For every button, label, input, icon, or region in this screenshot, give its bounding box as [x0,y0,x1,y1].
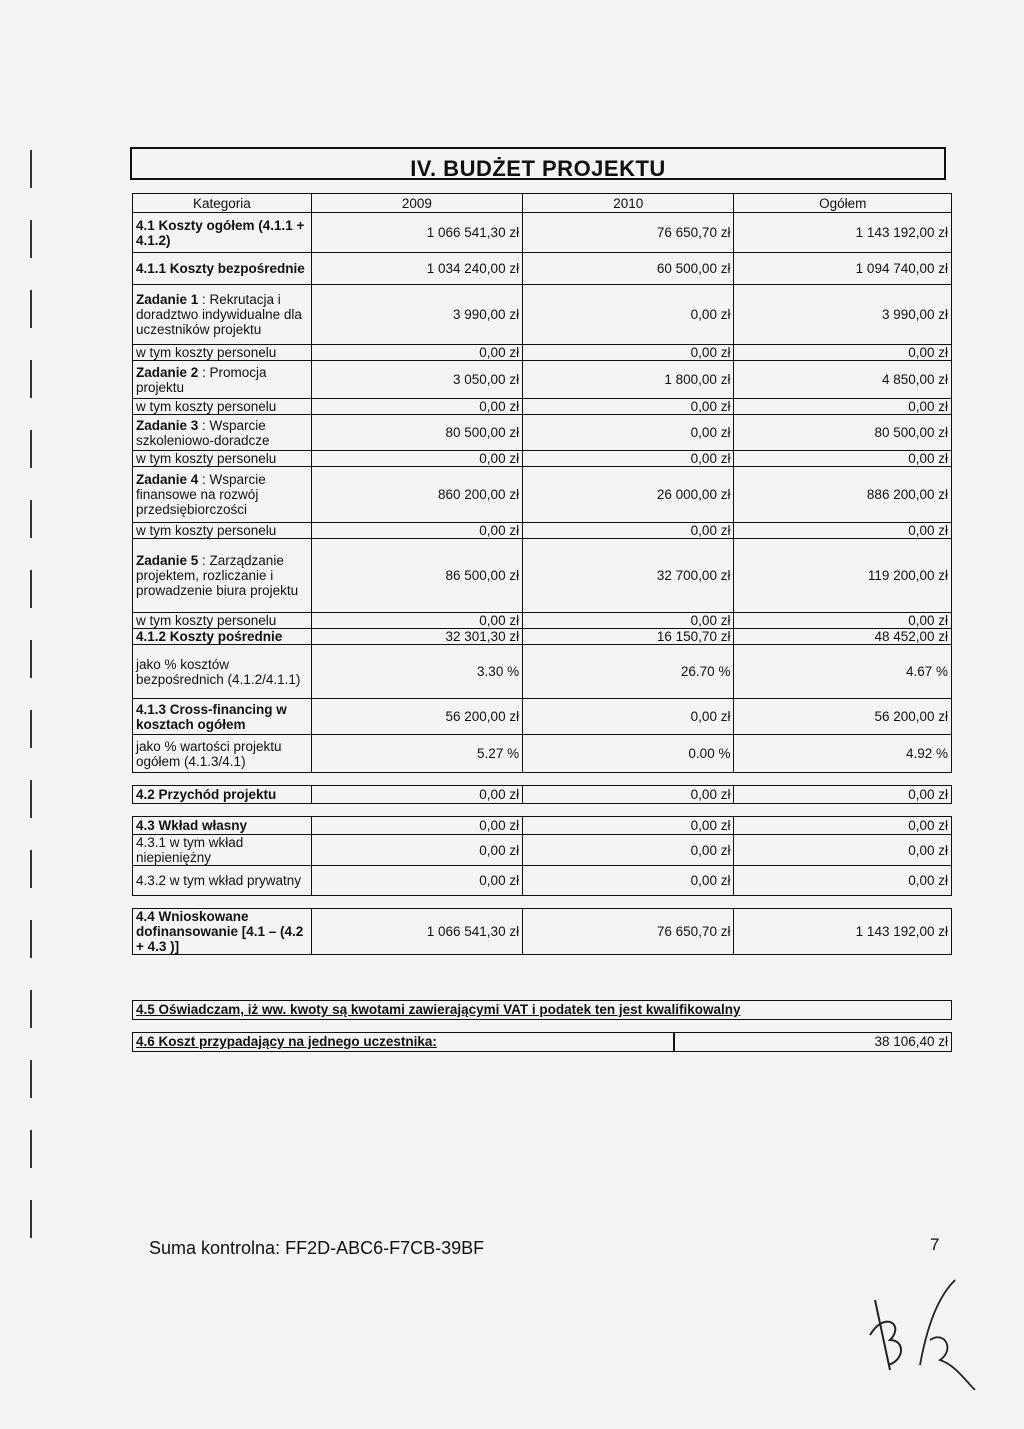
row-label: 4.1.2 Koszty pośrednie [133,629,312,645]
row-label [133,467,312,523]
value-2010: 26.70 % [523,645,734,699]
value-2009: 0,00 zł [311,451,522,467]
value-total: 886 200,00 zł [734,467,952,523]
value-total: 3 990,00 zł [734,285,952,345]
table-row [133,909,952,955]
row-label: 4.1.3 Cross-financing w kosztach ogółem [133,699,312,735]
table-row [133,629,952,645]
value-2010: 76 650,70 zł [523,909,734,955]
table-row [133,361,952,399]
value-2010: 1 800,00 zł [523,361,734,399]
table-row [133,213,952,253]
value-total: 4 850,00 zł [734,361,952,399]
task-name: Zadanie 4 [136,472,199,487]
row-label: 4.3.2 w tym wkład prywatny [133,866,312,896]
row-label: 4.1.1 Koszty bezpośrednie [133,253,312,285]
value-2010: 16 150,70 zł [523,629,734,645]
value-2010: 0,00 zł [523,699,734,735]
table-row [133,699,952,735]
value-total: 0,00 zł [734,613,952,629]
value-2010: 0,00 zł [523,415,734,451]
value-total: 0,00 zł [734,866,952,896]
table-row [133,253,952,285]
value-total: 80 500,00 zł [734,415,952,451]
value-total: 0,00 zł [734,399,952,415]
task-description: : Zarządzanie projektem, rozliczanie i prowadzenie biura projektu [136,553,299,598]
value-2010: 0,00 zł [523,523,734,539]
task-description: : Promocja projektu [136,364,267,395]
row-label: jako % wartości projektu ogółem (4.1.3/4.1) [133,735,312,773]
table-row [133,786,952,804]
value-2010: 0,00 zł [523,285,734,345]
table-row [133,399,952,415]
value-2010: 0,00 zł [523,451,734,467]
row-label: w tym koszty personelu [133,345,312,361]
value-2009: 3 050,00 zł [311,361,522,399]
row-label [133,285,312,345]
header-total: Ogółem [734,194,952,213]
budget-table-body [133,213,952,955]
table-row [133,645,952,699]
value-2010: 0,00 zł [523,817,734,835]
cost-per-participant-value: 38 106,40 zł [874,1034,948,1049]
value-2010: 76 650,70 zł [523,213,734,253]
row-label: 4.2 Przychód projektu [133,786,312,804]
row-label [133,415,312,451]
table-row [133,523,952,539]
value-2009: 3 990,00 zł [311,285,522,345]
table-row [133,817,952,835]
page-number: 7 [930,1235,940,1254]
value-total: 0,00 zł [734,345,952,361]
value-2009: 5.27 % [311,735,522,773]
table-row [133,415,952,451]
value-total: 119 200,00 zł [734,539,952,613]
cost-per-participant [132,1032,952,1052]
table-row [133,866,952,896]
binding-marks [30,150,36,1350]
value-total: 1 094 740,00 zł [734,253,952,285]
value-2010: 0,00 zł [523,613,734,629]
row-label: w tym koszty personelu [133,399,312,415]
table-row [133,539,952,613]
table-row [133,467,952,523]
task-description: : Wsparcie finansowe na rozwój przedsiębiorczości [136,472,266,517]
cost-per-participant-label: 4.6 Koszt przypadający na jednego uczestnika: [136,1034,437,1049]
value-total: 48 452,00 zł [734,629,952,645]
header-2009: 2009 [311,194,522,213]
table-header-row [133,194,952,213]
value-2010: 60 500,00 zł [523,253,734,285]
value-2010: 0,00 zł [523,866,734,896]
value-2009: 1 066 541,30 zł [311,909,522,955]
row-label: 4.4 Wnioskowane dofinansowanie [4.1 – (4.2 + 4.3 )] [133,909,312,955]
row-label: w tym koszty personelu [133,451,312,467]
table-row [133,835,952,866]
section-title: IV. BUDŻET PROJEKTU [130,147,946,180]
value-2009: 32 301,30 zł [311,629,522,645]
task-description: : Rekrutacja i doradztwo indywidualne dla uczestników projektu [136,292,302,337]
separator-row [133,896,952,909]
value-2009: 0,00 zł [311,523,522,539]
value-2009: 80 500,00 zł [311,415,522,451]
value-total: 0,00 zł [734,786,952,804]
value-2009: 0,00 zł [311,345,522,361]
divider [673,1033,675,1051]
vat-statement: 4.5 Oświadczam, iż ww. kwoty są kwotami zawierającymi VAT i podatek ten jest kwalifikowalny [132,1000,952,1020]
value-2009: 86 500,00 zł [311,539,522,613]
value-2009: 0,00 zł [311,835,522,866]
table-row [133,613,952,629]
checksum: Suma kontrolna: FF2D-ABC6-F7CB-39BF [149,1238,485,1258]
header-2010: 2010 [523,194,734,213]
row-label: 4.1 Koszty ogółem (4.1.1 + 4.1.2) [133,213,312,253]
value-2009: 0,00 zł [311,817,522,835]
value-2010: 32 700,00 zł [523,539,734,613]
value-total: 4.67 % [734,645,952,699]
task-name: Zadanie 1 [136,292,199,307]
row-label: jako % kosztów bezpośrednich (4.1.2/4.1.1) [133,645,312,699]
value-2009: 3.30 % [311,645,522,699]
value-2009: 1 034 240,00 zł [311,253,522,285]
value-2010: 0,00 zł [523,345,734,361]
table-row [133,285,952,345]
value-total: 0,00 zł [734,523,952,539]
value-2010: 0.00 % [523,735,734,773]
row-label: 4.3 Wkład własny [133,817,312,835]
value-2009: 0,00 zł [311,786,522,804]
table-row [133,451,952,467]
table-row [133,345,952,361]
value-2009: 0,00 zł [311,613,522,629]
value-2009: 860 200,00 zł [311,467,522,523]
row-label: 4.3.1 w tym wkład niepieniężny [133,835,312,866]
handwritten-signature [860,1270,980,1390]
value-total: 0,00 zł [734,835,952,866]
value-total: 1 143 192,00 zł [734,909,952,955]
row-label [133,361,312,399]
value-2010: 0,00 zł [523,399,734,415]
value-total: 4.92 % [734,735,952,773]
value-2009: 0,00 zł [311,866,522,896]
value-2010: 0,00 zł [523,786,734,804]
separator-row [133,773,952,786]
row-label: w tym koszty personelu [133,613,312,629]
value-total: 56 200,00 zł [734,699,952,735]
value-total: 1 143 192,00 zł [734,213,952,253]
value-2009: 0,00 zł [311,399,522,415]
row-label: w tym koszty personelu [133,523,312,539]
value-2010: 0,00 zł [523,835,734,866]
task-name: Zadanie 5 [136,553,199,568]
task-name: Zadanie 2 [136,364,199,380]
table-row [133,735,952,773]
value-total: 0,00 zł [734,451,952,467]
header-category: Kategoria [133,194,312,213]
row-label [133,539,312,613]
budget-table [132,193,952,955]
value-2009: 56 200,00 zł [311,699,522,735]
value-total: 0,00 zł [734,817,952,835]
task-description: : Wsparcie szkoleniowo-doradcze [136,417,270,448]
task-name: Zadanie 3 [136,417,199,433]
value-2010: 26 000,00 zł [523,467,734,523]
separator-row [133,804,952,817]
value-2009: 1 066 541,30 zł [311,213,522,253]
